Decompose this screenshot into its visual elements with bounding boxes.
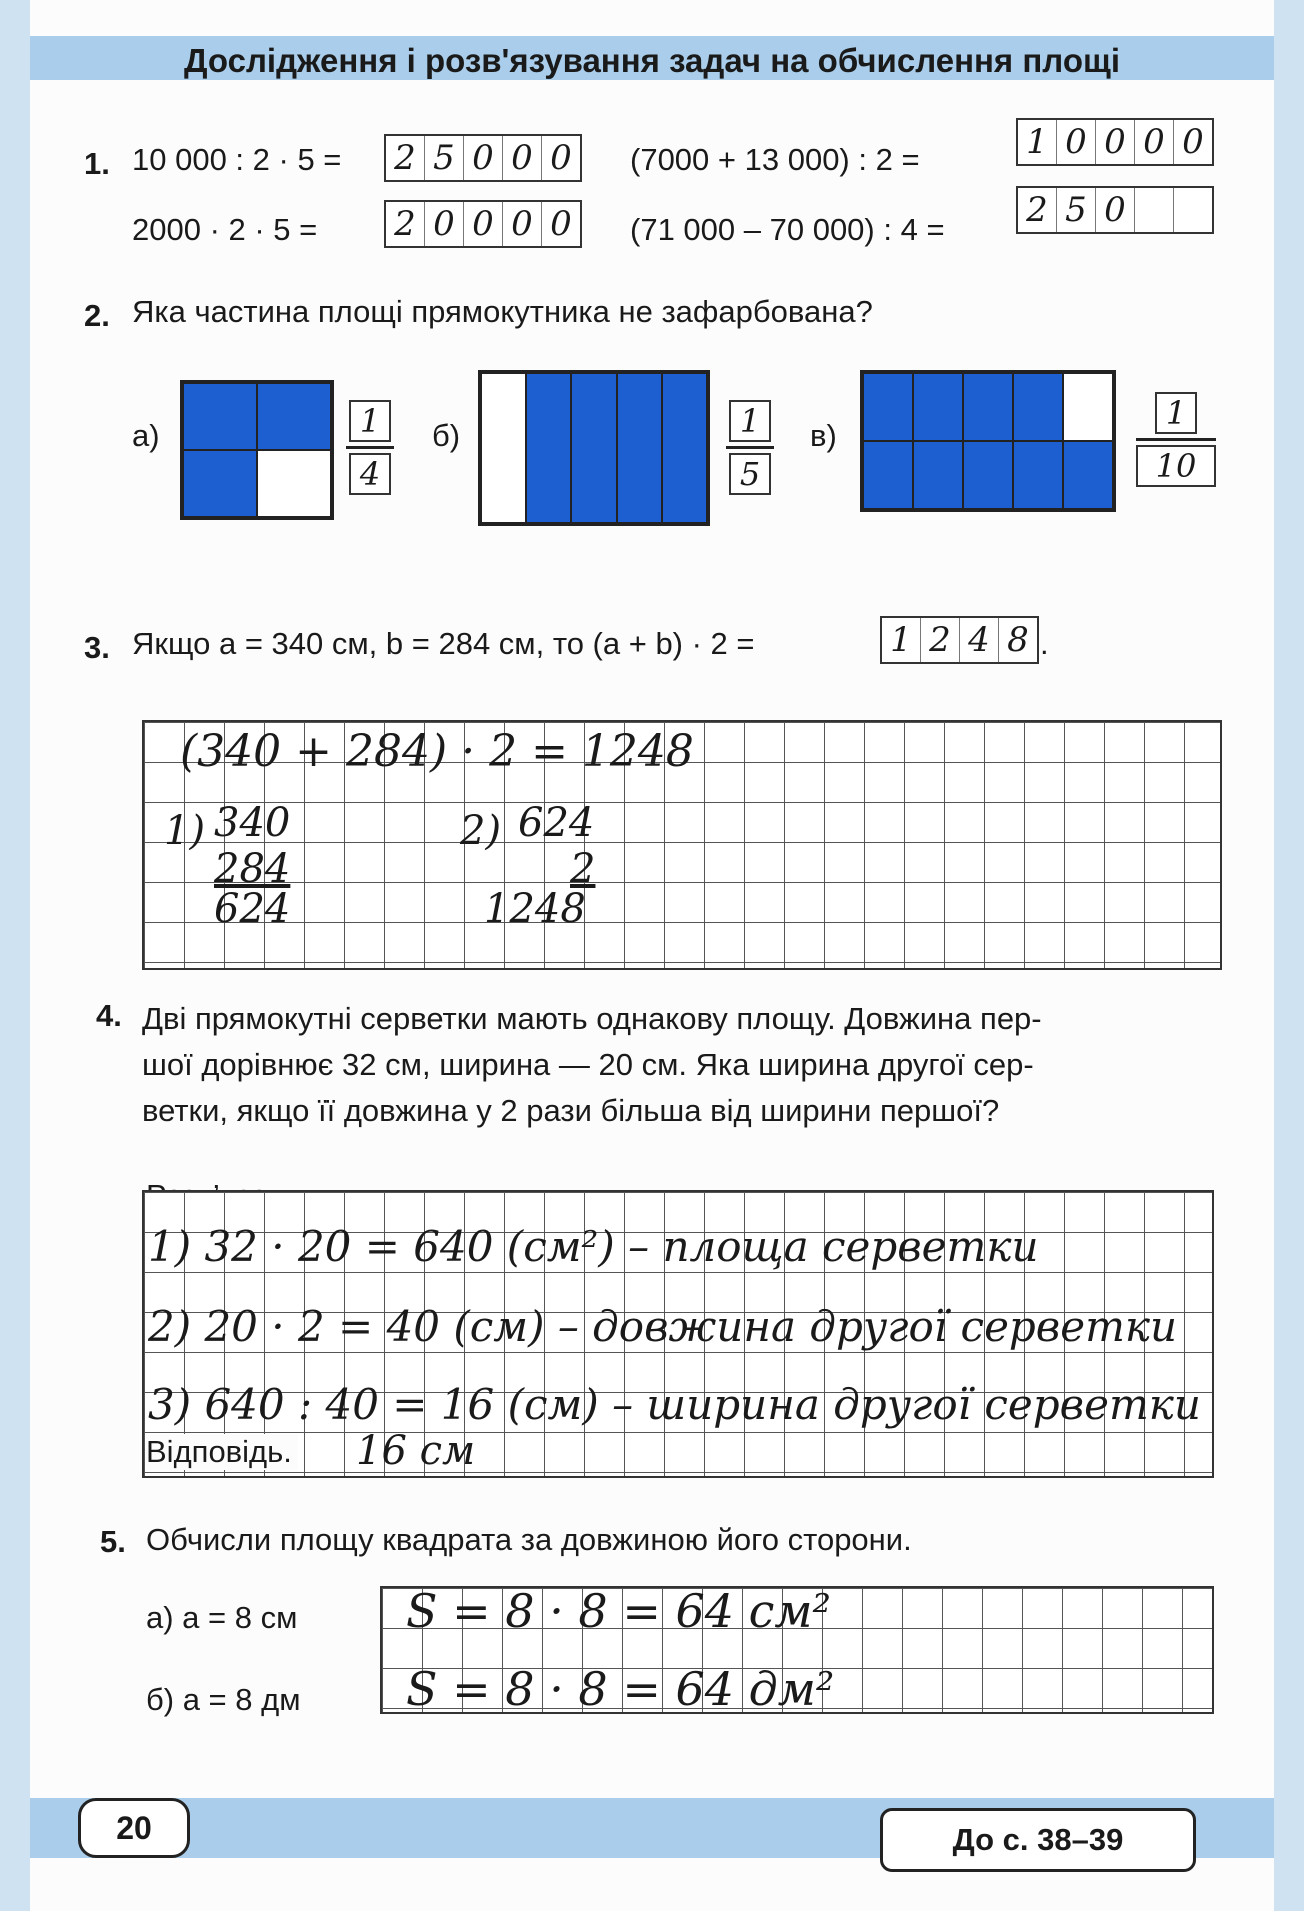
task-1-expr-2: (7000 + 13 000) : 2 = (630, 142, 920, 177)
task-4-solution-2: 2) 20 · 2 = 40 (см) – довжина другої серветки (148, 1302, 1178, 1351)
task-4-text: Дві прямокутні серветки мають однакову площу. Довжина пер- шої дорівнює 32 см, ширина — 20 см. Яка ширина другої сер- ветки, якщо її довжина у 2 рази більша від ширини першої? (142, 1001, 1042, 1128)
task-2c-fraction: $\frac{1}{10}$ (1136, 392, 1216, 487)
task-3-period: . (1040, 626, 1049, 661)
task-3-number: 3. (84, 630, 110, 665)
task-1-answer-1: 2 5 0 0 0 (384, 134, 582, 182)
task-3-step2-a: 624 (518, 800, 595, 846)
task-3-step1-b: 284 (214, 846, 291, 892)
task-4-number: 4. (96, 998, 122, 1033)
task-1-answer-3: 2 0 0 0 0 (384, 200, 582, 248)
task-5-number: 5. (100, 1524, 126, 1559)
task-1-expr-4: (71 000 – 70 000) : 4 = (630, 212, 945, 247)
task-2-number: 2. (84, 298, 110, 333)
task-1-expr-3: 2000 · 2 · 5 = (132, 212, 318, 247)
task-3-step2-result: 1248 (484, 886, 586, 932)
task-4-solution-1: 1) 32 · 20 = 640 (см²) – площа серветки (148, 1222, 1039, 1271)
task-5b-label: б) a = 8 дм (146, 1682, 301, 1717)
task-5a-label: а) a = 8 см (146, 1600, 298, 1635)
task-1-expr-1: 10 000 : 2 · 5 = (132, 142, 342, 177)
page-number: 20 (78, 1798, 190, 1858)
task-3-answer: 1 2 4 8 (880, 616, 1039, 664)
task-3-step2-label: 2) (460, 808, 502, 854)
task-4-answer-label: Відповідь. (146, 1434, 298, 1470)
task-2a-label: а) (132, 418, 160, 453)
task-3-step1-label: 1) (164, 808, 206, 854)
page-title: Дослідження і розв'язування задач на обчислення площі (183, 42, 1120, 79)
task-1-answer-4: 2 5 0 (1016, 186, 1214, 234)
textbook-reference: До с. 38–39 (880, 1808, 1196, 1872)
task-2a-rectangle (180, 380, 334, 520)
task-2c-label: в) (810, 418, 837, 453)
task-2-question: Яка частина площі прямокутника не зафарбована? (132, 294, 873, 329)
task-2b-rectangle (478, 370, 710, 526)
task-2c-rectangle (860, 370, 1116, 512)
task-3-step1-a: 340 (214, 800, 291, 846)
task-3-step1-result: 624 (214, 886, 291, 932)
task-5a-work: S = 8 · 8 = 64 см² (406, 1584, 831, 1638)
task-1-number: 1. (84, 146, 110, 181)
page-frame-left (0, 0, 30, 1911)
task-4-solution-3: 3) 640 : 40 = 16 (см) – ширина другої серветки (148, 1380, 1201, 1429)
task-1-answer-2: 1 0 0 0 0 (1016, 118, 1214, 166)
page-frame-right (1274, 0, 1304, 1911)
task-3-work-expression: (340 + 284) · 2 = 1248 (180, 726, 694, 777)
task-3-step2-b: 2 (570, 846, 596, 892)
task-3-statement: Якщо a = 340 см, b = 284 см, то (a + b) · 2 = (132, 626, 755, 661)
task-2b-label: б) (432, 418, 461, 453)
task-5-question: Обчисли площу квадрата за довжиною його сторони. (146, 1522, 912, 1557)
task-5b-work: S = 8 · 8 = 64 дм² (406, 1662, 835, 1716)
task-4-answer: 16 см (356, 1428, 476, 1474)
task-2a-fraction: $\frac{1}{4}$ (346, 400, 394, 495)
task-2b-fraction: $\frac{1}{5}$ (726, 400, 774, 495)
